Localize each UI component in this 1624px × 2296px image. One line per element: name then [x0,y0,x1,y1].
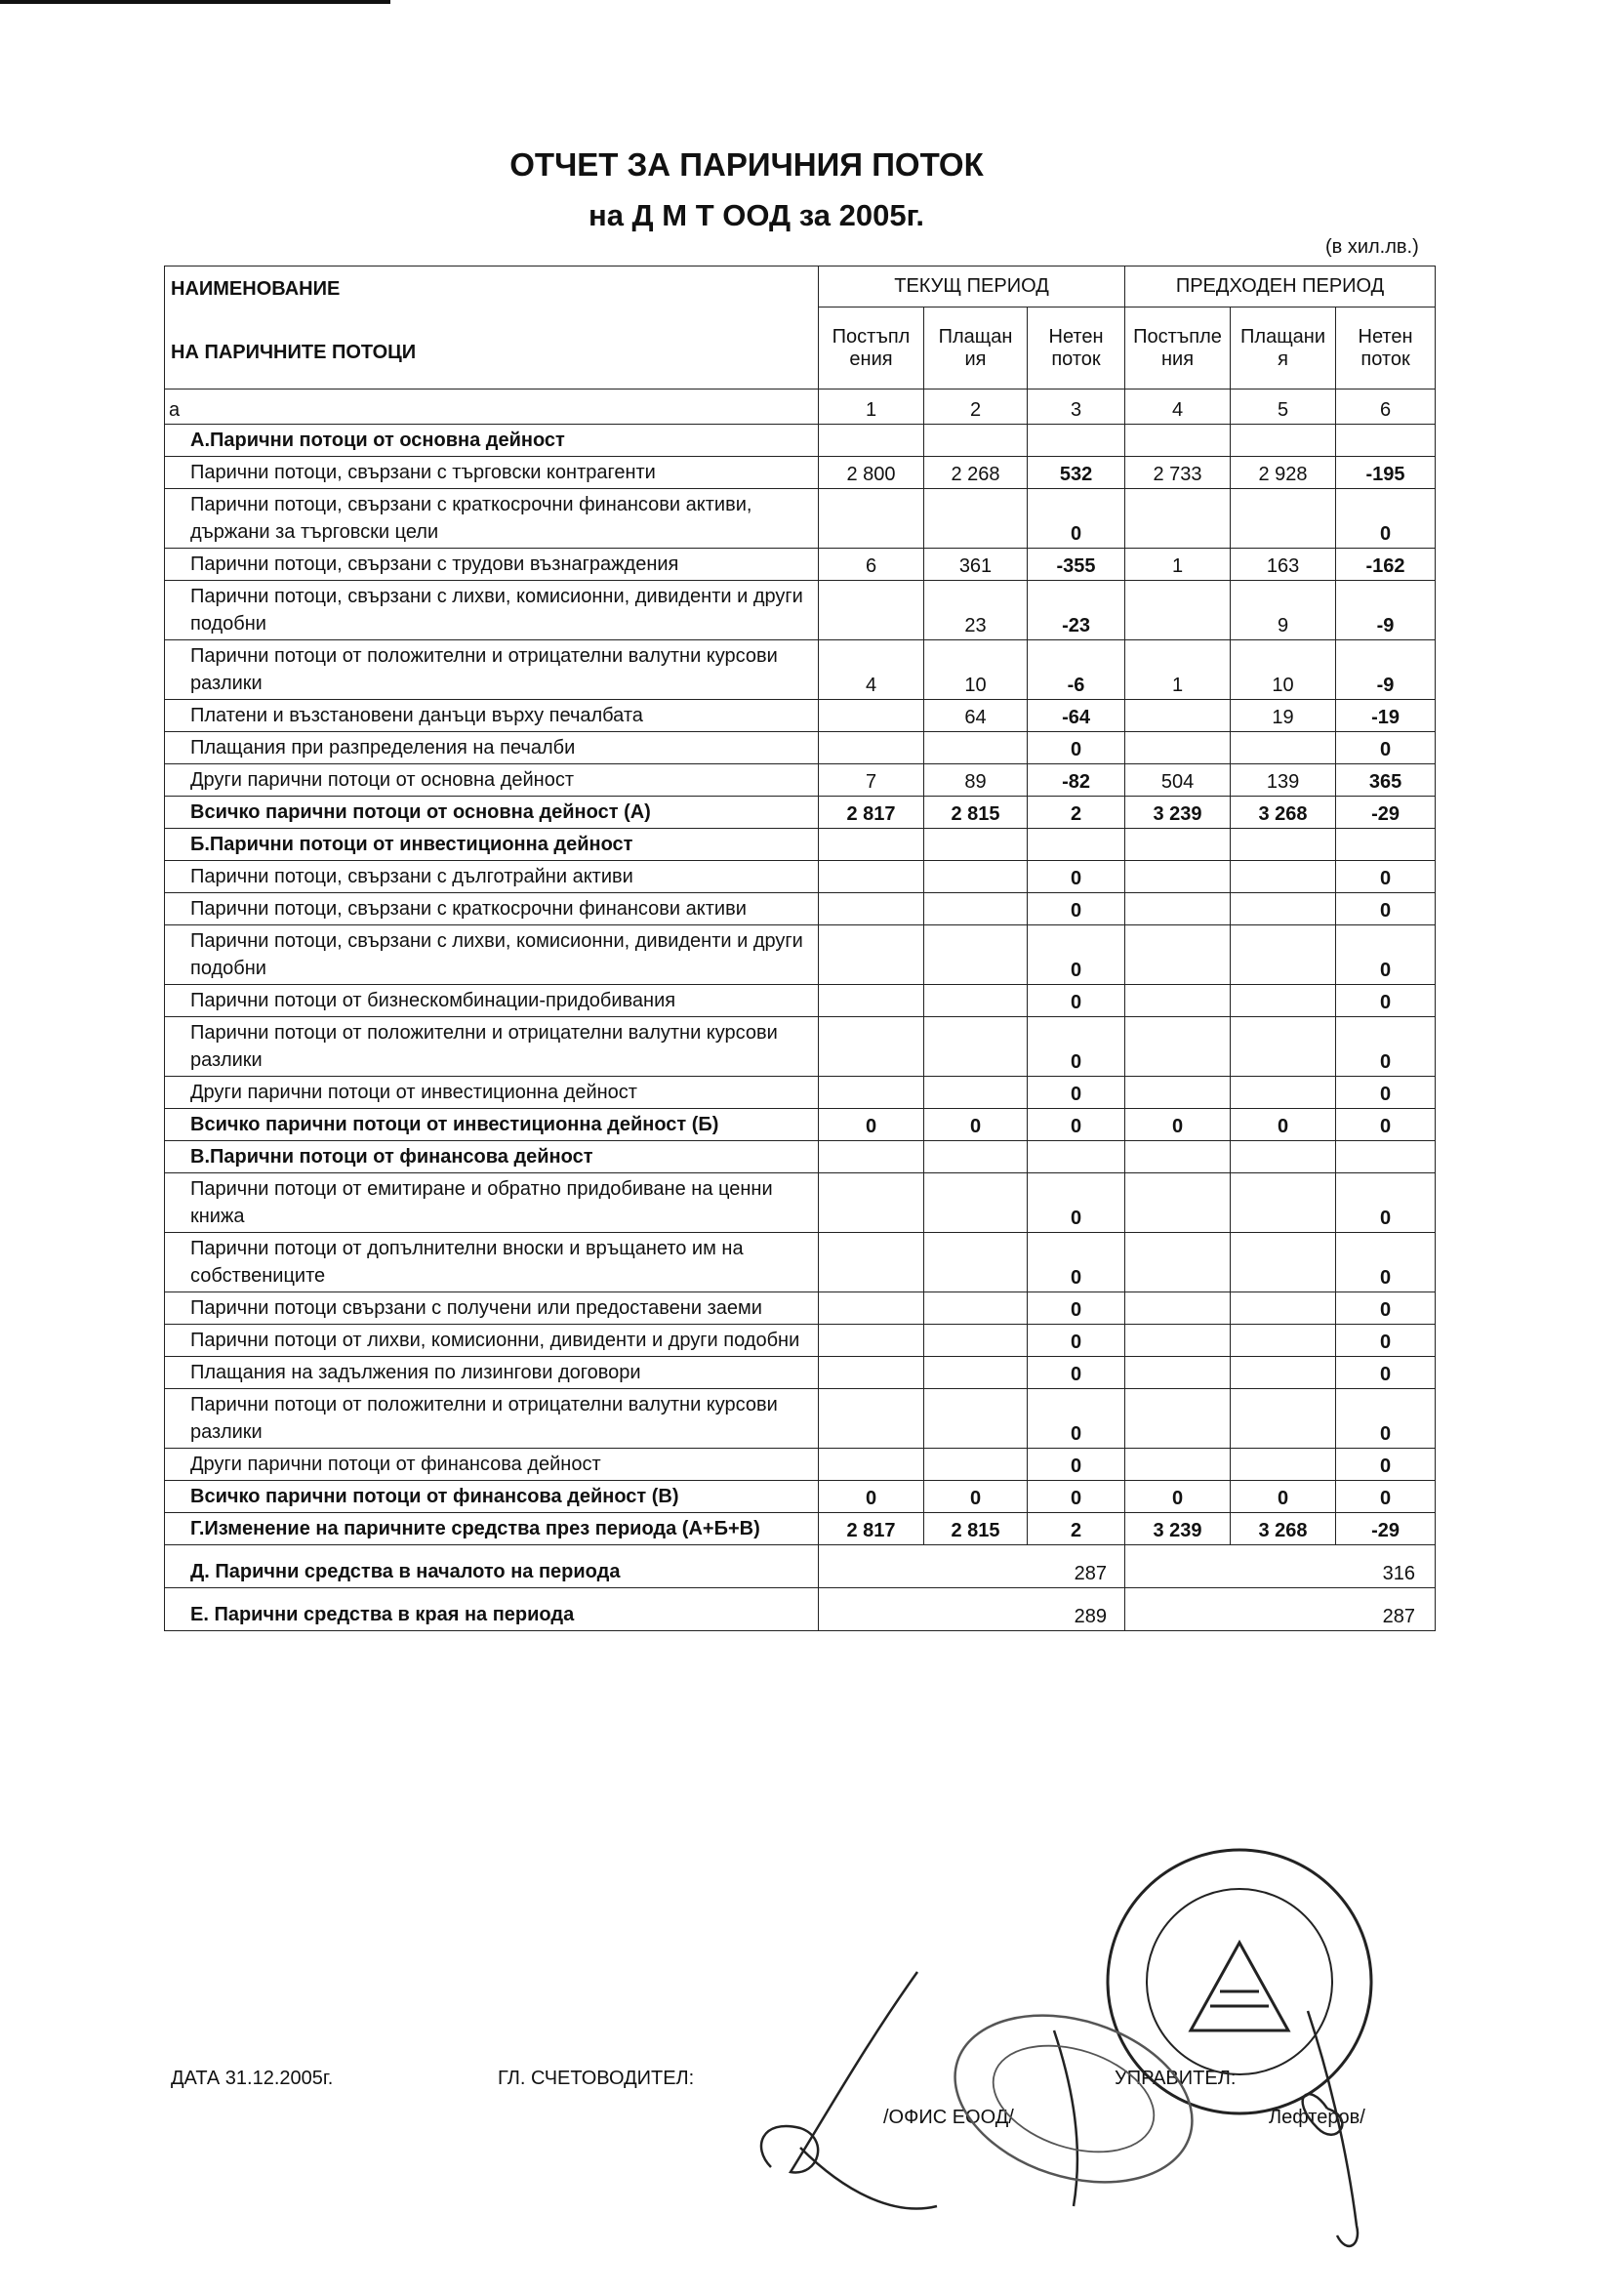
value-cell [1231,732,1336,764]
row-label: Плащания при разпределения на печалби [165,732,819,764]
row-label: Всичко парични потоци от инвестиционна дейност (Б) [165,1109,819,1141]
table-row [165,732,1436,764]
value-cell: 0 [1336,1357,1436,1389]
value-cell: 19 [1231,700,1336,732]
value-cell [924,925,1028,985]
value-cell: 0 [1028,1481,1125,1513]
document-subtitle: на Д М Т ООД за 2005г. [588,198,924,232]
value-cell [924,1357,1028,1389]
row-label: Парични потоци от допълнителни вноски и връщането им на собствениците [165,1233,819,1292]
value-cell: 0 [1336,732,1436,764]
value-cell: 0 [1028,1077,1125,1109]
row-label: Други парични потоци от основна дейност [165,764,819,797]
col-header: Нетен поток [1028,308,1125,390]
value-cell: -9 [1336,581,1436,640]
value-cell: 6 [819,549,924,581]
value-cell [1231,829,1336,861]
value-cell [819,1325,924,1357]
table-row [165,1357,1436,1389]
value-cell [924,732,1028,764]
value-cell [1231,1357,1336,1389]
value-cell: -6 [1028,640,1125,700]
value-cell [819,1233,924,1292]
accountant-name: /ОФИС ЕООД/ [883,2107,1014,2128]
value-cell: 0 [1336,1173,1436,1233]
row-label: Парични потоци, свързани с лихви, комисионни, дивиденти и други подобни [165,925,819,985]
row-label: А.Парични потоци от основна дейност [165,425,819,457]
value-cell [1125,1389,1231,1449]
value-cell: 23 [924,581,1028,640]
value-cell [819,1141,924,1173]
value-cell: 0 [1336,893,1436,925]
value-cell: 2 733 [1125,457,1231,489]
value-cell: 2 [1028,797,1125,829]
value-cell: 0 [1336,925,1436,985]
value-cell: -23 [1028,581,1125,640]
table-row [165,700,1436,732]
value-cell: 0 [1028,1325,1125,1357]
row-label: Плащания на задължения по лизингови договори [165,1357,819,1389]
value-cell [924,489,1028,549]
value-cell: 163 [1231,549,1336,581]
value-cell: 4 [819,640,924,700]
value-cell: 10 [1231,640,1336,700]
row-label: Парични потоци от емитиране и обратно придобиване на ценни книжа [165,1173,819,1233]
value-cell: 0 [1336,861,1436,893]
value-cell [924,425,1028,457]
value-cell: -82 [1028,764,1125,797]
value-cell: 0 [1028,1357,1125,1389]
value-cell [924,1173,1028,1233]
value-cell: -29 [1336,797,1436,829]
row-label: Всичко парични потоци от основна дейност (А) [165,797,819,829]
value-cell [819,829,924,861]
table-row [165,1325,1436,1357]
value-cell: 0 [1028,1292,1125,1325]
value-cell: 0 [1028,1173,1125,1233]
row-label: Парични потоци от бизнескомбинации-придобивания [165,985,819,1017]
value-cell [924,985,1028,1017]
value-cell [1125,1141,1231,1173]
balance-current: 289 [819,1588,1125,1631]
value-cell: -64 [1028,700,1125,732]
balance-previous: 287 [1125,1588,1436,1631]
balance-row [165,1545,1436,1588]
value-cell [1125,1292,1231,1325]
value-cell: 0 [1336,1109,1436,1141]
previous-period-header: ПРЕДХОДЕН ПЕРИОД [1125,266,1436,308]
row-label: Всичко парични потоци от финансова дейност (В) [165,1481,819,1513]
value-cell [819,1449,924,1481]
total-row [165,1513,1436,1545]
value-cell [1231,861,1336,893]
value-cell: 0 [1336,489,1436,549]
value-cell [1125,1017,1231,1077]
value-cell: 139 [1231,764,1336,797]
value-cell: 0 [1336,1449,1436,1481]
value-cell [1125,489,1231,549]
value-cell [924,1449,1028,1481]
value-cell [1231,1077,1336,1109]
value-cell: 0 [1336,1017,1436,1077]
table-row [165,581,1436,640]
cash-flow-table [164,266,1436,1631]
row-label: Парични потоци, свързани с търговски контрагенти [165,457,819,489]
value-cell: 3 239 [1125,797,1231,829]
value-cell [1125,425,1231,457]
row-label: Парични потоци от лихви, комисионни, дивиденти и други подобни [165,1325,819,1357]
section-row [165,829,1436,861]
row-label: Г.Изменение на паричните средства през периода (А+Б+В) [165,1513,819,1545]
balance-previous: 316 [1125,1545,1436,1588]
value-cell [1125,925,1231,985]
value-cell: 532 [1028,457,1125,489]
row-label: Парични потоци от положителни и отрицателни валутни курсови разлики [165,640,819,700]
value-cell [819,1077,924,1109]
value-cell: 2 815 [924,797,1028,829]
value-cell [1125,985,1231,1017]
value-cell: 0 [924,1109,1028,1141]
table-row [165,1233,1436,1292]
column-header-name [165,266,819,390]
value-cell [1231,1449,1336,1481]
index-cell: 2 [924,390,1028,425]
table-row [165,861,1436,893]
index-cell: 5 [1231,390,1336,425]
date-label: ДАТА 31.12.2005г. [171,2068,334,2089]
value-cell [1231,893,1336,925]
value-cell: 0 [1028,985,1125,1017]
value-cell [1336,1141,1436,1173]
value-cell [1231,1173,1336,1233]
value-cell [1231,489,1336,549]
value-cell [924,1017,1028,1077]
office-stamp [937,2001,1210,2196]
value-cell: 3 268 [1231,1513,1336,1545]
value-cell: 2 268 [924,457,1028,489]
value-cell: -355 [1028,549,1125,581]
name-header-line1: НАИМЕНОВАНИЕ [171,278,341,300]
balance-label: Е. Парични средства в края на периода [165,1588,819,1631]
value-cell: 0 [1336,1389,1436,1449]
value-cell [1125,829,1231,861]
manager-label: УПРАВИТЕЛ: [1115,2068,1237,2089]
value-cell: 0 [819,1481,924,1513]
value-cell: 0 [1125,1481,1231,1513]
value-cell [1336,425,1436,457]
col-header: Плащани я [1231,308,1336,390]
current-period-header: ТЕКУЩ ПЕРИОД [819,266,1125,308]
value-cell [1231,425,1336,457]
table-row [165,549,1436,581]
value-cell [1231,1141,1336,1173]
value-cell [819,925,924,985]
row-label: Други парични потоци от финансова дейност [165,1449,819,1481]
value-cell: 0 [1336,1292,1436,1325]
value-cell [819,1017,924,1077]
value-cell: 0 [1028,925,1125,985]
row-label: Платени и възстановени данъци върху печалбата [165,700,819,732]
table-row [165,1292,1436,1325]
value-cell [819,425,924,457]
value-cell [924,1292,1028,1325]
document-title: ОТЧЕТ ЗА ПАРИЧНИЯ ПОТОК [509,146,984,183]
value-cell [1231,1017,1336,1077]
table-row [165,640,1436,700]
accountant-signature [742,1952,956,2226]
value-cell: 0 [1336,1233,1436,1292]
value-cell [1231,1325,1336,1357]
value-cell: 1 [1125,549,1231,581]
value-cell [924,1325,1028,1357]
value-cell: 504 [1125,764,1231,797]
index-row [165,390,1436,425]
table-row [165,764,1436,797]
value-cell: 2 815 [924,1513,1028,1545]
value-cell: 2 [1028,1513,1125,1545]
table-row [165,893,1436,925]
value-cell [1028,1141,1125,1173]
value-cell: -9 [1336,640,1436,700]
value-cell [1125,1325,1231,1357]
value-cell: 0 [1336,1325,1436,1357]
index-cell: 4 [1125,390,1231,425]
value-cell [924,1141,1028,1173]
value-cell: 361 [924,549,1028,581]
value-cell: 0 [1028,732,1125,764]
balance-body [165,1545,1436,1631]
value-cell: 0 [924,1481,1028,1513]
value-cell [1231,985,1336,1017]
value-cell [1125,700,1231,732]
value-cell [1028,829,1125,861]
row-label: Парични потоци, свързани с краткосрочни финансови активи [165,893,819,925]
value-cell: 0 [1231,1109,1336,1141]
table-row [165,985,1436,1017]
value-cell [819,1173,924,1233]
value-cell [1125,861,1231,893]
value-cell: 7 [819,764,924,797]
value-cell [924,1233,1028,1292]
value-cell: 9 [1231,581,1336,640]
value-cell [1336,829,1436,861]
value-cell [819,489,924,549]
value-cell: 2 800 [819,457,924,489]
row-label: Парични потоци, свързани с краткосрочни финансови активи, държани за търговски цели [165,489,819,549]
value-cell [819,700,924,732]
table-row [165,1449,1436,1481]
col-header: Плащан ия [924,308,1028,390]
value-cell: 0 [1336,1481,1436,1513]
value-cell [924,861,1028,893]
table-row [165,457,1436,489]
value-cell: 2 817 [819,1513,924,1545]
accountant-label: ГЛ. СЧЕТОВОДИТЕЛ: [498,2068,695,2089]
value-cell [1125,893,1231,925]
value-cell: 0 [1336,985,1436,1017]
value-cell [1231,1389,1336,1449]
value-cell: 0 [1336,1077,1436,1109]
index-cell: 6 [1336,390,1436,425]
section-row [165,425,1436,457]
value-cell [819,1357,924,1389]
value-cell: 0 [1125,1109,1231,1141]
value-cell [1028,425,1125,457]
table-row [165,489,1436,549]
index-cell: а [165,390,819,425]
value-cell: -19 [1336,700,1436,732]
value-cell [819,1389,924,1449]
value-cell: -162 [1336,549,1436,581]
value-cell [1125,1233,1231,1292]
value-cell [1125,1077,1231,1109]
value-cell: 3 268 [1231,797,1336,829]
total-row [165,1481,1436,1513]
row-label: Парични потоци, свързани с трудови възнаграждения [165,549,819,581]
row-label: Парични потоци от положителни и отрицателни валутни курсови разлики [165,1017,819,1077]
row-label: Б.Парични потоци от инвестиционна дейност [165,829,819,861]
table-body [165,425,1436,1545]
value-cell: 64 [924,700,1028,732]
balance-current: 287 [819,1545,1125,1588]
col-header: Постъпл ения [819,308,924,390]
value-cell: 3 239 [1125,1513,1231,1545]
value-cell: 0 [819,1109,924,1141]
value-cell [819,1292,924,1325]
value-cell: 0 [1028,893,1125,925]
row-label: Парични потоци от положителни и отрицателни валутни курсови разлики [165,1389,819,1449]
value-cell [1125,1357,1231,1389]
value-cell: 0 [1028,489,1125,549]
table-row [165,1017,1436,1077]
value-cell [1231,1233,1336,1292]
table-row [165,1077,1436,1109]
value-cell: 10 [924,640,1028,700]
value-cell: 0 [1028,1449,1125,1481]
value-cell [819,732,924,764]
total-row [165,1109,1436,1141]
value-cell [819,861,924,893]
value-cell: 0 [1028,1233,1125,1292]
value-cell [1231,925,1336,985]
name-header-line2: НА ПАРИЧНИТЕ ПОТОЦИ [171,342,417,363]
value-cell: 0 [1028,861,1125,893]
value-cell: 2 928 [1231,457,1336,489]
value-cell [924,1077,1028,1109]
value-cell [1125,581,1231,640]
scan-edge-line [0,0,390,4]
row-label: Парични потоци, свързани с лихви, комисионни, дивиденти и други подобни [165,581,819,640]
row-label: Парични потоци свързани с получени или предоставени заеми [165,1292,819,1325]
balance-row [165,1588,1436,1631]
row-label: Парични потоци, свързани с дълготрайни активи [165,861,819,893]
value-cell: 0 [1028,1017,1125,1077]
manager-name: Лефтеров/ [1269,2107,1365,2128]
index-cell: 3 [1028,390,1125,425]
value-cell: 2 817 [819,797,924,829]
balance-label: Д. Парични средства в началото на периода [165,1545,819,1588]
col-header: Нетен поток [1336,308,1436,390]
value-cell [1125,1449,1231,1481]
value-cell: 0 [1028,1389,1125,1449]
value-cell: 89 [924,764,1028,797]
value-cell [924,829,1028,861]
table-row [165,1389,1436,1449]
value-cell: -195 [1336,457,1436,489]
index-cell: 1 [819,390,924,425]
value-cell [924,893,1028,925]
table-row [165,1173,1436,1233]
total-row [165,797,1436,829]
value-cell: 1 [1125,640,1231,700]
col-header: Постъпле ния [1125,308,1231,390]
value-cell [1125,1173,1231,1233]
row-label: В.Парични потоци от финансова дейност [165,1141,819,1173]
row-label: Други парични потоци от инвестиционна дейност [165,1077,819,1109]
value-cell [819,985,924,1017]
value-cell [924,1389,1028,1449]
value-cell [1231,1292,1336,1325]
table-row [165,925,1436,985]
value-cell [819,893,924,925]
value-cell: 365 [1336,764,1436,797]
value-cell: 0 [1028,1109,1125,1141]
value-cell: -29 [1336,1513,1436,1545]
section-row [165,1141,1436,1173]
value-cell [1125,732,1231,764]
value-cell [819,581,924,640]
value-cell: 0 [1231,1481,1336,1513]
unit-note: (в хил.лв.) [1325,236,1419,258]
